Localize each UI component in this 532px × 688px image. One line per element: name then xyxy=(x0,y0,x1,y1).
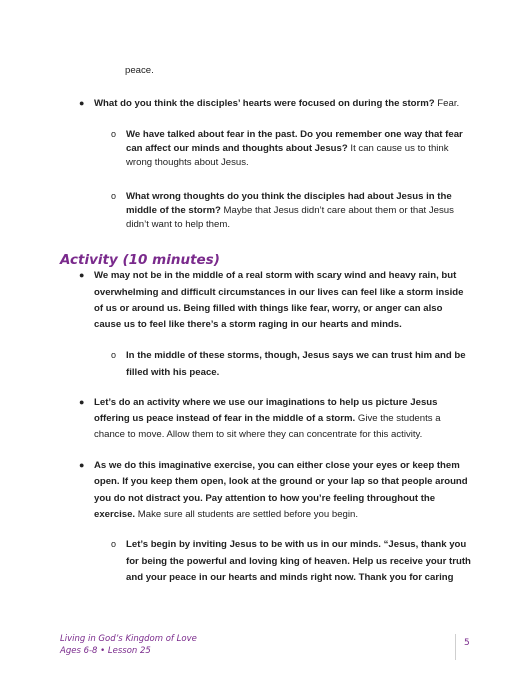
sub-bullet-circle: o xyxy=(111,539,117,549)
activity-subpoint-peace: filled with his peace. xyxy=(126,367,220,378)
activity-heading: Activity (10 minutes) xyxy=(60,252,220,268)
footer-subtitle: Ages 6-8 • Lesson 25 xyxy=(60,646,151,656)
activity-subpoint-peace: In the middle of these storms, though, Jesus says we can trust him and be xyxy=(126,350,466,361)
question-fear: What do you think the disciples’ hearts were focused on during the storm? Fear. xyxy=(94,98,460,109)
bullet-dot: ● xyxy=(79,397,85,407)
bullet-dot: ● xyxy=(79,98,85,108)
continued-text: peace. xyxy=(125,65,154,76)
activity-paragraph-1: We may not be in the middle of a real storm with scary wind and heavy rain, but xyxy=(94,270,457,281)
activity-paragraph-3: As we do this imaginative exercise, you can either close your eyes or keep them xyxy=(94,460,460,471)
sub-bullet-circle: o xyxy=(111,191,117,201)
subquestion-fear-1: We have talked about fear in the past. Do you remember one way that fear xyxy=(126,129,463,140)
subquestion-thoughts-1: What wrong thoughts do you think the disciples had about Jesus in the xyxy=(126,191,452,202)
activity-paragraph-1: cause us to feel like there’s a storm raging in our hearts and minds. xyxy=(94,319,402,330)
activity-paragraph-2: offering us peace instead of fear in the middle of a storm. Give the students a xyxy=(94,413,441,424)
subquestion-fear-3: wrong thoughts about Jesus. xyxy=(126,157,249,168)
footer-title: Living in God’s Kingdom of Love xyxy=(60,634,197,644)
activity-paragraph-3: open. If you keep them open, look at the ground or your lap so that people around xyxy=(94,476,468,487)
activity-prayer: for being the powerful and loving king of heaven. Help us receive your truth xyxy=(126,556,471,567)
sub-bullet-circle: o xyxy=(111,350,117,360)
page-number: 5 xyxy=(464,638,470,648)
activity-paragraph-2: Let’s do an activity where we use our imaginations to help us picture Jesus xyxy=(94,397,438,408)
activity-paragraph-1: of us or around us. Being filled with things like fear, worry, or anger can also xyxy=(94,303,443,314)
bullet-dot: ● xyxy=(79,270,85,280)
bullet-dot: ● xyxy=(79,460,85,470)
subquestion-fear-2: can affect our minds and thoughts about Jesus? It can cause us to think xyxy=(126,143,449,154)
subquestion-thoughts-3: didn’t want to help them. xyxy=(126,219,230,230)
footer-divider xyxy=(455,634,456,660)
activity-paragraph-3: exercise. Make sure all students are settled before you begin. xyxy=(94,509,358,520)
activity-paragraph-2: chance to move. Allow them to sit where they can concentrate for this activity. xyxy=(94,429,423,440)
sub-bullet-circle: o xyxy=(111,129,117,139)
activity-prayer: Let’s begin by inviting Jesus to be with us in our minds. “Jesus, thank you xyxy=(126,539,467,550)
activity-prayer: and your peace in our hearts and minds right now. Thank you for caring xyxy=(126,572,454,583)
activity-paragraph-3: you do not distract you. Pay attention to how you’re feeling throughout the xyxy=(94,493,436,504)
subquestion-thoughts-2: middle of the storm? Maybe that Jesus didn’t care about them or that Jesus xyxy=(126,205,454,216)
activity-paragraph-1: overwhelming and difficult circumstances in our lives can feel like a storm inside xyxy=(94,287,464,298)
